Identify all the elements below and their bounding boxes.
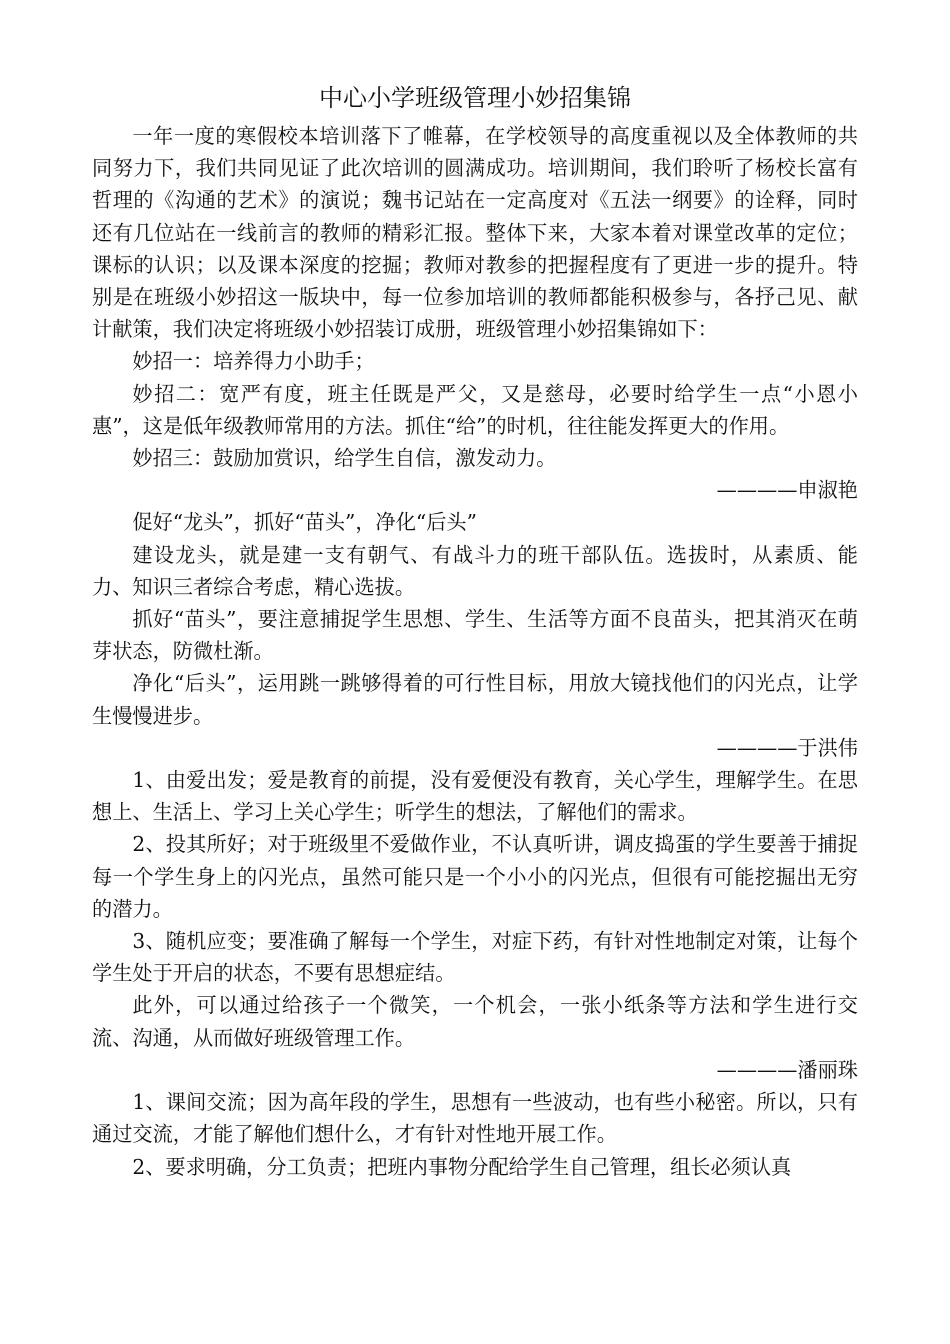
author-signature: ————于洪伟 [716,735,858,760]
body-paragraph: 1、由爱出发；爱是教育的前提，没有爱便没有教育，关心学生，理解学生。在思想上、生活上、学习上关心学生；听学生的想法，了解他们的需求。 [92,768,858,825]
document-title: 中心小学班级管理小妙招集锦 [319,84,631,112]
body-paragraph: 抓好“苗头”，要注意捕捉学生思想、学生、生活等方面不良苗头，把其消灭在萌芽状态，防微杜渐。 [92,607,858,664]
body-paragraph: 建设龙头，就是建一支有朝气、有战斗力的班干部队伍。选拔时，从素质、能力、知识三者综合考虑，精心选拔。 [92,542,858,599]
section-heading: 促好“龙头”，抓好“苗头”，净化“后头” [132,510,477,535]
author-signature: ————潘丽珠 [716,1057,858,1082]
body-paragraph: 3、随机应变；要准确了解每一个学生，对症下药，有针对性地制定对策，让每个学生处于开启的状态，不要有思想症结。 [92,929,858,986]
body-paragraph: 净化“后头”，运用跳一跳够得着的可行性目标，用放大镜找他们的闪光点，让学生慢慢进步。 [92,671,858,728]
intro-paragraph: 一年一度的寒假校本培训落下了帷幕，在学校领导的高度重视以及全体教师的共同努力下，我们共同见证了此次培训的圆满成功。培训期间，我们聆听了杨校长富有哲理的《沟通的艺术》的演说；魏书记站在一定高度对《五法一纲要》的诠释，同时还有几位站在一线前言的教师的精彩汇报。整体下来，大家本着对课堂改革的定位；课标的认识；以及课本深度的挖掘；教师对教参的把握程度有了更进一步的提升。特别是在班级小妙招这一版块中，每一位参加培训的教师都能积极参与，各抒己见、献计献策，我们决定将班级小妙招装订成册，班级管理小妙招集锦如下： [92,124,858,342]
body-paragraph: 2、投其所好；对于班级里不爱做作业，不认真听讲，调皮捣蛋的学生要善于捕捉每一个学生身上的闪光点，虽然可能只是一个小小的闪光点，但很有可能挖掘出无穷的潜力。 [92,832,858,921]
document-page [92,78,858,1183]
author-signature: ————申淑艳 [716,478,858,503]
tip-three: 妙招三：鼓励加赏识，给学生自信，激发动力。 [132,446,557,471]
body-paragraph: 此外，可以通过给孩子一个微笑，一个机会，一张小纸条等方法和学生进行交流、沟通，从而做好班级管理工作。 [92,993,858,1050]
tip-two: 妙招二：宽严有度，班主任既是严父，又是慈母，必要时给学生一点“小恩小惠”，这是低年级教师常用的方法。抓住“给”的时机，往往能发挥更大的作用。 [92,381,858,438]
body-paragraph: 2、要求明确，分工负责；把班内事物分配给学生自己管理，组长必须认真 [132,1154,792,1179]
body-paragraph: 1、课间交流；因为高年段的学生，思想有一些波动，也有些小秘密。所以，只有通过交流，才能了解他们想什么，才有针对性地开展工作。 [92,1090,858,1147]
tip-one: 妙招一：培养得力小助手； [132,349,375,374]
